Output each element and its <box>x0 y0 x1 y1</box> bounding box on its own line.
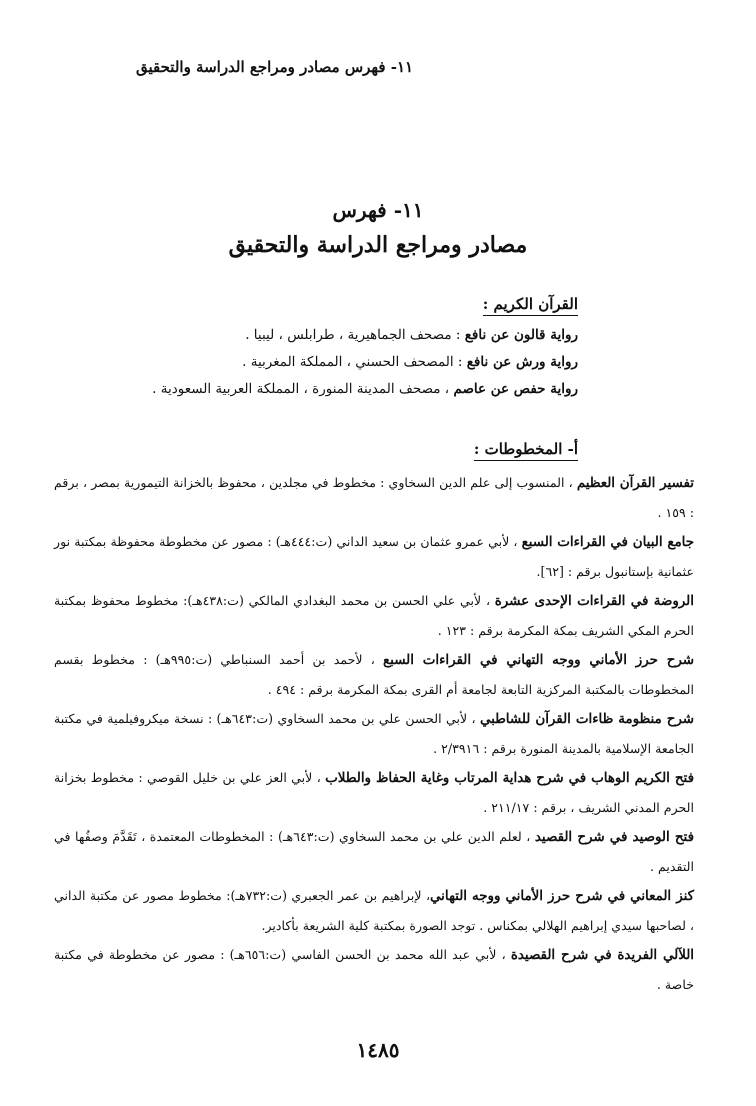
entry-title: فتح الكريم الوهاب في شرح هداية المرتاب وغاية الحفاظ والطلاب <box>325 770 694 786</box>
entry-title: شرح حرز الأماني ووجه التهاني في القراءات السبع <box>383 652 694 668</box>
bibliography-entry <box>54 704 694 763</box>
entry-title: كنز المعاني في شرح حرز الأماني ووجه التهاني <box>430 888 694 904</box>
bibliography-entry <box>54 468 694 527</box>
riwaya-name: رواية قالون عن نافع <box>464 327 578 343</box>
bibliography-entry <box>54 881 694 940</box>
manuscripts-heading: أ- المخطوطات : <box>474 440 578 461</box>
riwaya-detail: : مصحف الجماهيرية ، طرابلس ، ليبيا . <box>245 327 465 343</box>
riwaya-line <box>118 376 578 403</box>
entry-text: ، لأبي علي الحسن بن محمد البغدادي المالكي (ت:٤٣٨هـ): مخطوط محفوظ بمكتبة الحرم المكي الشريف بمكة المكرمة برقم : ١٢٣ . <box>54 593 694 638</box>
entry-text: ، لأبي عمرو عثمان بن سعيد الداني (ت:٤٤٤هـ) : مصور عن مخطوطة محفوظة بمكتبة نور عثمانية بإستانبول برقم : [٦٢]. <box>54 534 694 579</box>
running-header <box>136 58 476 76</box>
bibliography-entry <box>54 940 694 999</box>
riwaya-line <box>118 349 578 376</box>
running-header-text: ١١- فهرس مصادر ومراجع الدراسة والتحقيق <box>136 58 414 76</box>
entry-text: ، لأبي عبد الله محمد بن الحسن الفاسي (ت:٦٥٦هـ) : مصور عن مخطوطة في مكتبة خاصة . <box>54 947 694 992</box>
entry-text: ، لعلم الدين علي بن محمد السخاوي (ت:٦٤٣هـ) : المخطوطات المعتمدة ، تَقَدَّمَ وصفُها في التقديم . <box>54 829 694 874</box>
entry-title: فتح الوصيد في شرح القصيد <box>534 829 694 845</box>
entry-text: ، لأبي العز علي بن خليل القوصي : مخطوط بخزانة الحرم المدني الشريف ، برقم : ٢١١/١٧ . <box>54 770 694 815</box>
entry-title: تفسير القرآن العظيم <box>576 475 694 491</box>
entry-text: ، لأحمد بن أحمد السنباطي (ت:٩٩٥هـ) : مخطوط بقسم المخطوطات بالمكتبة المركزية التابعة لجامعة أم القرى بمكة المكرمة برقم : ٤٩٤ . <box>54 652 694 697</box>
riwaya-line <box>118 322 578 349</box>
riwaya-name: رواية حفص عن عاصم <box>453 381 578 397</box>
entry-title: اللآلي الفريدة في شرح القصيدة <box>510 947 695 963</box>
quran-section <box>118 294 578 403</box>
riwaya-name: رواية ورش عن نافع <box>466 354 578 370</box>
page-number: ١٤٨٥ <box>356 1038 400 1062</box>
bibliography-entry <box>54 527 694 586</box>
entry-text: ، المنسوب إلى علم الدين السخاوي : مخطوط في مجلدين ، محفوظ بالخزانة التيمورية بمصر ، برقم : ١٥٩ . <box>54 475 694 520</box>
entry-text: ، لأبي الحسن علي بن محمد السخاوي (ت:٦٤٣هـ) : نسخة ميكروفيلمية في مكتبة الجامعة الإسلامية بالمدينة المنورة برقم : ٢/٣٩١٦ . <box>54 711 694 756</box>
entry-text: ، لإبراهيم بن عمر الجعبري (ت:٧٣٢هـ): مخطوط مصور عن مكتبة الداني ، لصاحبها سيدي إبراهيم الهلالي بمكناس . توجد الصورة بمكتبة كلية الشريعة بأكادير. <box>54 888 694 933</box>
entry-title: الروضة في القراءات الإحدى عشرة <box>494 593 694 609</box>
bibliography-entry <box>54 645 694 704</box>
riwaya-detail: ، مصحف المدينة المنورة ، المملكة العربية السعودية . <box>152 381 454 397</box>
bibliography-entry <box>54 763 694 822</box>
entry-title: جامع البيان في القراءات السبع <box>521 534 694 550</box>
quran-heading: القرآن الكريم : <box>483 295 578 316</box>
bibliography-entry <box>54 586 694 645</box>
manuscripts-list <box>54 468 694 999</box>
chapter-title-number: ١١- فهرس <box>332 198 424 222</box>
chapter-title: مصادر ومراجع الدراسة والتحقيق <box>228 232 528 258</box>
bibliography-entry <box>54 822 694 881</box>
riwaya-detail: : المصحف الحسني ، المملكة المغربية . <box>242 354 467 370</box>
entry-title: شرح منظومة ظاءات القرآن للشاطبي <box>479 711 694 727</box>
